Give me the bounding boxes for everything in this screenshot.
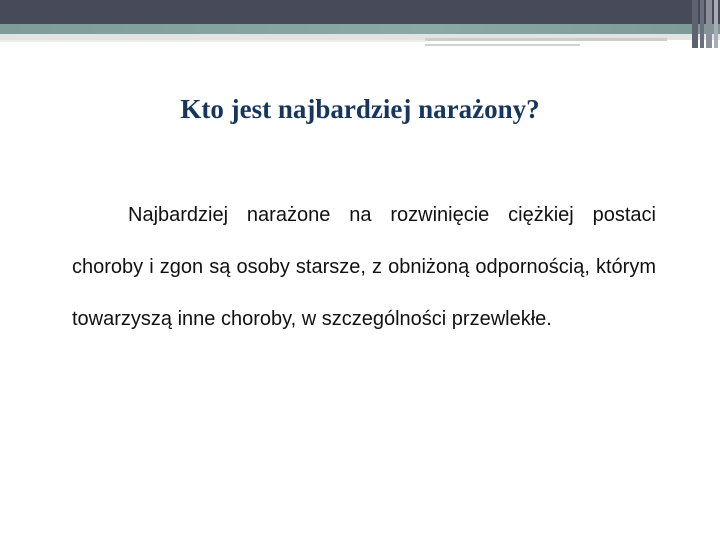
- header-vertical-bar: [706, 0, 712, 48]
- header-banner: [0, 0, 720, 24]
- header-vertical-bar: [714, 0, 718, 48]
- slide-title: Kto jest najbardziej narażony?: [180, 94, 540, 124]
- header-decor-line: [425, 38, 667, 41]
- header-vertical-bar: [692, 0, 698, 48]
- header-vertical-bar: [700, 0, 704, 48]
- slide-body-text: Najbardziej narażone na rozwinięcie ciężkiej postaci choroby i zgon są osoby starsze, z obniżoną odpornością, którym towarzyszą inne choroby, w szczególności przewlekłe.: [72, 204, 656, 330]
- header-decor-line-short: [425, 44, 580, 46]
- header-thin-line: [0, 40, 425, 42]
- header-accent-stripe: [0, 24, 720, 34]
